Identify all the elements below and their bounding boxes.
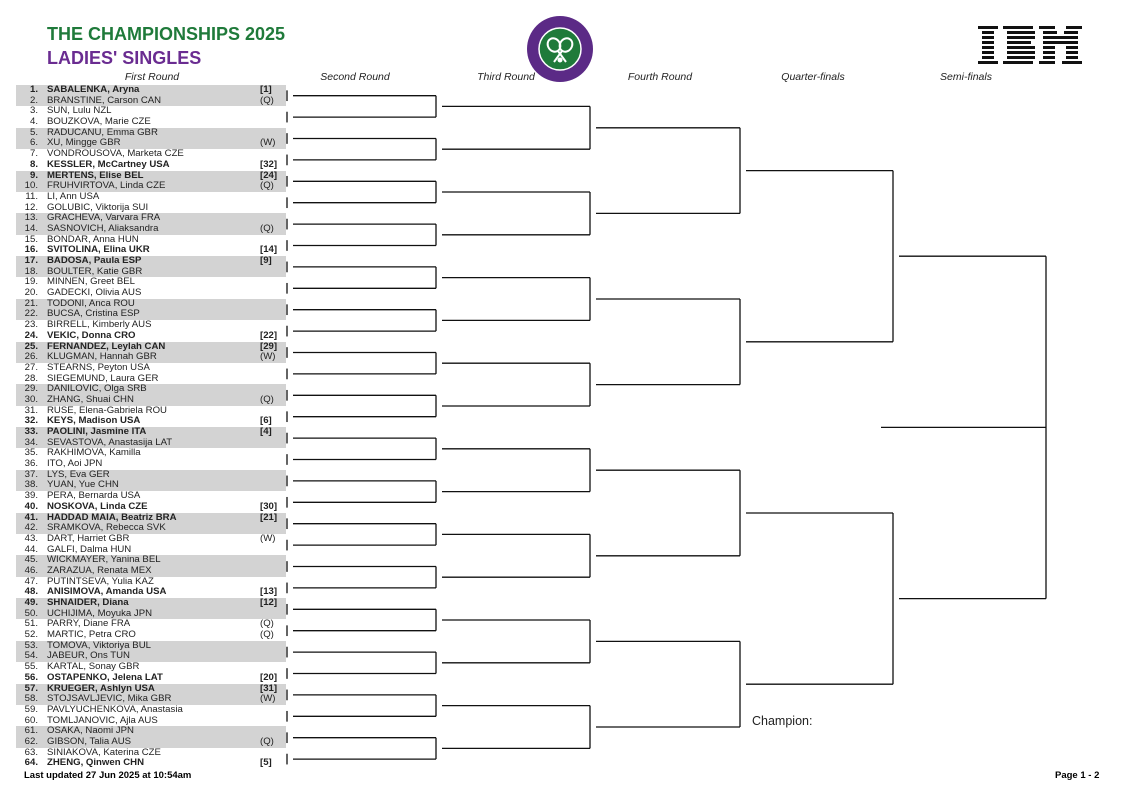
tournament-title: THE CHAMPIONSHIPS 2025 xyxy=(47,24,286,44)
champion-label: Champion: xyxy=(752,714,813,728)
player-seed: (Q) xyxy=(260,629,274,641)
round-header-fourth: Fourth Round xyxy=(627,71,693,83)
player-seed: (W) xyxy=(260,532,276,544)
player-name: BADOSA, Paula ESP xyxy=(47,255,142,266)
player-name: SRAMKOVA, Rebecca SVK xyxy=(47,522,166,534)
draw-position: 46. xyxy=(24,564,38,576)
player-name: RADUCANU, Emma GBR xyxy=(47,126,158,138)
player-seed: [1] xyxy=(260,84,272,95)
draw-position: 3. xyxy=(29,105,38,117)
draw-position: 30. xyxy=(24,393,38,405)
player-name: SIEGEMUND, Laura GER xyxy=(47,372,159,384)
draw-position: 49. xyxy=(24,597,38,608)
draw-position: 48. xyxy=(24,586,38,598)
draw-position: 11. xyxy=(25,190,38,202)
player-seed: (Q) xyxy=(260,393,274,405)
player-seed: [9] xyxy=(260,255,272,266)
player-name: GIBSON, Talia AUS xyxy=(47,735,132,747)
player-name: FERNANDEZ, Leylah CAN xyxy=(47,340,166,352)
player-name: JABEUR, Ons TUN xyxy=(47,650,130,662)
draw-position: 43. xyxy=(24,532,38,544)
player-name: GALFI, Dalma HUN xyxy=(47,543,132,555)
player-name: LYS, Eva GER xyxy=(47,468,110,480)
player-name: MARTIC, Petra CRO xyxy=(47,629,136,641)
player-name: SHNAIDER, Diana xyxy=(47,597,129,608)
player-name: YUAN, Yue CHN xyxy=(47,479,119,491)
draw-position: 64. xyxy=(24,757,38,769)
player-name: ITO, Aoi JPN xyxy=(47,458,103,470)
round-header-first: First Round xyxy=(124,71,180,83)
draw-position: 27. xyxy=(24,361,38,373)
draw-position: 22. xyxy=(24,308,38,320)
draw-position: 36. xyxy=(24,458,38,470)
draw-position: 54. xyxy=(24,650,38,662)
draw-position: 26. xyxy=(24,351,38,363)
player-seed: (Q) xyxy=(260,735,274,747)
player-name: TOMLJANOVIC, Ajla AUS xyxy=(47,714,158,726)
player-name: NOSKOVA, Linda CZE xyxy=(47,500,148,512)
player-seed: (W) xyxy=(260,137,276,149)
player-name: UCHIJIMA, Moyuka JPN xyxy=(47,607,153,619)
player-seed: (W) xyxy=(260,351,276,363)
player-name: ZARAZUA, Renata MEX xyxy=(47,564,152,576)
draw-position: 57. xyxy=(24,682,38,694)
player-seed: [14] xyxy=(260,244,278,256)
draw-position: 35. xyxy=(24,447,38,459)
draw-position: 2. xyxy=(29,94,38,106)
draw-position: 40. xyxy=(24,500,38,512)
player-name: PUTINTSEVA, Yulia KAZ xyxy=(47,575,154,587)
draw-position: 12. xyxy=(24,201,38,213)
draw-position: 14. xyxy=(24,222,38,234)
player-name: STEARNS, Peyton USA xyxy=(47,361,150,373)
player-seed: [4] xyxy=(260,426,272,437)
player-name: XU, Mingge GBR xyxy=(47,137,121,149)
player-seed: [21] xyxy=(260,511,278,523)
draw-position: 42. xyxy=(24,522,38,534)
draw-position: 53. xyxy=(24,639,38,651)
player-name: STOJSAVLJEVIC, Mika GBR xyxy=(47,693,172,705)
player-name: DANILOVIC, Olga SRB xyxy=(47,383,147,395)
player-name: GADECKI, Olivia AUS xyxy=(47,287,142,299)
round-header-second: Second Round xyxy=(320,71,390,83)
player-name: GOLUBIC, Viktorija SUI xyxy=(47,201,149,213)
player-name: SEVASTOVA, Anastasija LAT xyxy=(47,436,173,448)
player-name: PERA, Bernarda USA xyxy=(47,490,141,502)
player-seed: (W) xyxy=(260,693,276,705)
draw-position: 61. xyxy=(24,725,38,737)
player-name: BIRRELL, Kimberly AUS xyxy=(47,319,152,331)
draw-position: 23. xyxy=(24,319,38,331)
draw-position: 32. xyxy=(24,415,38,427)
player-name: FRUHVIRTOVA, Linda CZE xyxy=(47,180,166,192)
player-name: MERTENS, Elise BEL xyxy=(47,169,144,181)
round-header-third: Third Round xyxy=(477,71,535,83)
page-number: Page 1 - 2 xyxy=(1055,770,1100,781)
draw-position: 31. xyxy=(24,404,38,416)
player-name: PAOLINI, Jasmine ITA xyxy=(47,426,147,437)
draw-position: 28. xyxy=(24,372,38,384)
player-name: SVITOLINA, Elina UKR xyxy=(47,244,150,256)
draw-position: 47. xyxy=(24,575,38,587)
draw-position: 10. xyxy=(24,180,38,192)
draw-position: 34. xyxy=(24,436,38,448)
draw-position: 17. xyxy=(24,255,38,266)
player-seed: [31] xyxy=(260,682,278,694)
draw-position: 29. xyxy=(24,383,38,395)
player-seed: [32] xyxy=(260,158,278,170)
player-name: ZHANG, Shuai CHN xyxy=(47,393,134,405)
draw-position: 1. xyxy=(29,84,38,95)
draw-position: 45. xyxy=(24,554,38,566)
draw-position: 39. xyxy=(24,490,38,502)
player-name: BUCSA, Cristina ESP xyxy=(47,308,140,320)
draw-position: 19. xyxy=(24,276,38,288)
draw-position: 6. xyxy=(29,137,38,149)
draw-position: 37. xyxy=(24,468,38,480)
draw-position: 25. xyxy=(24,340,38,352)
player-seed: [6] xyxy=(260,415,272,427)
player-name: KARTAL, Sonay GBR xyxy=(47,661,140,673)
draw-position: 41. xyxy=(24,511,38,523)
player-seed: [12] xyxy=(260,597,278,608)
player-name: DART, Harriet GBR xyxy=(47,532,130,544)
draw-position: 38. xyxy=(24,479,38,491)
draw-position: 55. xyxy=(24,661,38,673)
draw-position: 52. xyxy=(24,629,38,641)
draw-position: 7. xyxy=(29,148,38,160)
player-name: GRACHEVA, Varvara FRA xyxy=(47,212,161,224)
player-name: TOMOVA, Viktoriya BUL xyxy=(47,639,151,651)
player-name: RAKHIMOVA, Kamilla xyxy=(47,447,141,459)
player-seed: [5] xyxy=(260,757,272,769)
draw-position: 21. xyxy=(24,297,38,309)
draw-position: 9. xyxy=(29,169,38,181)
player-name: SUN, Lulu NZL xyxy=(47,105,112,117)
draw-position: 5. xyxy=(29,126,38,138)
player-name: KEYS, Madison USA xyxy=(47,415,141,427)
player-seed: (Q) xyxy=(260,94,274,106)
draw-position: 8. xyxy=(29,158,38,170)
draw-position: 16. xyxy=(24,244,38,256)
player-name: PARRY, Diane FRA xyxy=(47,618,131,630)
player-name: VONDROUSOVA, Marketa CZE xyxy=(47,148,184,160)
draw-position: 24. xyxy=(24,329,38,341)
player-seed: (Q) xyxy=(260,180,274,192)
player-seed: [13] xyxy=(260,586,278,598)
player-name: VEKIC, Donna CRO xyxy=(47,329,136,341)
player-seed: [20] xyxy=(260,671,278,683)
player-name: MINNEN, Greet BEL xyxy=(47,276,135,288)
player-name: BOULTER, Katie GBR xyxy=(47,265,143,277)
draw-position: 33. xyxy=(24,426,38,437)
draw-position: 18. xyxy=(24,265,38,277)
player-name: BOUZKOVA, Marie CZE xyxy=(47,116,151,128)
player-name: LI, Ann USA xyxy=(47,190,100,202)
player-name: KRUEGER, Ashlyn USA xyxy=(47,682,155,694)
player-seed: [24] xyxy=(260,169,278,181)
player-name: OSTAPENKO, Jelena LAT xyxy=(47,671,163,683)
draw-position: 20. xyxy=(24,287,38,299)
player-name: WICKMAYER, Yanina BEL xyxy=(47,554,161,566)
last-updated: Last updated 27 Jun 2025 at 10:54am xyxy=(24,770,192,781)
player-seed: [22] xyxy=(260,329,278,341)
draw-position: 60. xyxy=(24,714,38,726)
round-header-quarterfinals: Quarter-finals xyxy=(781,71,845,83)
player-name: SABALENKA, Aryna xyxy=(47,84,140,95)
draw-position: 50. xyxy=(24,607,38,619)
player-name: RUSE, Elena-Gabriela ROU xyxy=(47,404,167,416)
draw-position: 56. xyxy=(24,671,38,683)
player-seed: (Q) xyxy=(260,222,274,234)
player-name: KESSLER, McCartney USA xyxy=(47,158,170,170)
player-name: BRANSTINE, Carson CAN xyxy=(47,94,162,106)
draw-position: 15. xyxy=(24,233,38,245)
player-name: ZHENG, Qinwen CHN xyxy=(47,757,145,769)
draw-position: 63. xyxy=(24,746,38,758)
player-seed: [29] xyxy=(260,340,278,352)
round-header-semifinals: Semi-finals xyxy=(940,71,992,83)
draw-position: 62. xyxy=(24,735,38,747)
player-name: SINIAKOVA, Katerina CZE xyxy=(47,746,161,758)
draw-position: 58. xyxy=(24,693,38,705)
player-seed: [30] xyxy=(260,500,278,512)
draw-position: 13. xyxy=(24,212,38,224)
player-name: HADDAD MAIA, Beatriz BRA xyxy=(47,511,177,523)
player-seed: (Q) xyxy=(260,618,274,630)
player-name: KLUGMAN, Hannah GBR xyxy=(47,351,157,363)
draw-position: 44. xyxy=(24,543,38,555)
draw-position: 59. xyxy=(24,703,38,715)
player-name: PAVLYUCHENKOVA, Anastasia xyxy=(47,703,183,715)
draw-position: 51. xyxy=(24,618,38,630)
player-name: BONDAR, Anna HUN xyxy=(47,233,139,245)
player-name: OSAKA, Naomi JPN xyxy=(47,725,134,737)
event-title: LADIES' SINGLES xyxy=(47,48,202,68)
player-name: TODONI, Anca ROU xyxy=(47,297,135,309)
player-name: SASNOVICH, Aliaksandra xyxy=(47,222,159,234)
player-name: ANISIMOVA, Amanda USA xyxy=(47,586,167,598)
draw-position: 4. xyxy=(29,116,38,128)
